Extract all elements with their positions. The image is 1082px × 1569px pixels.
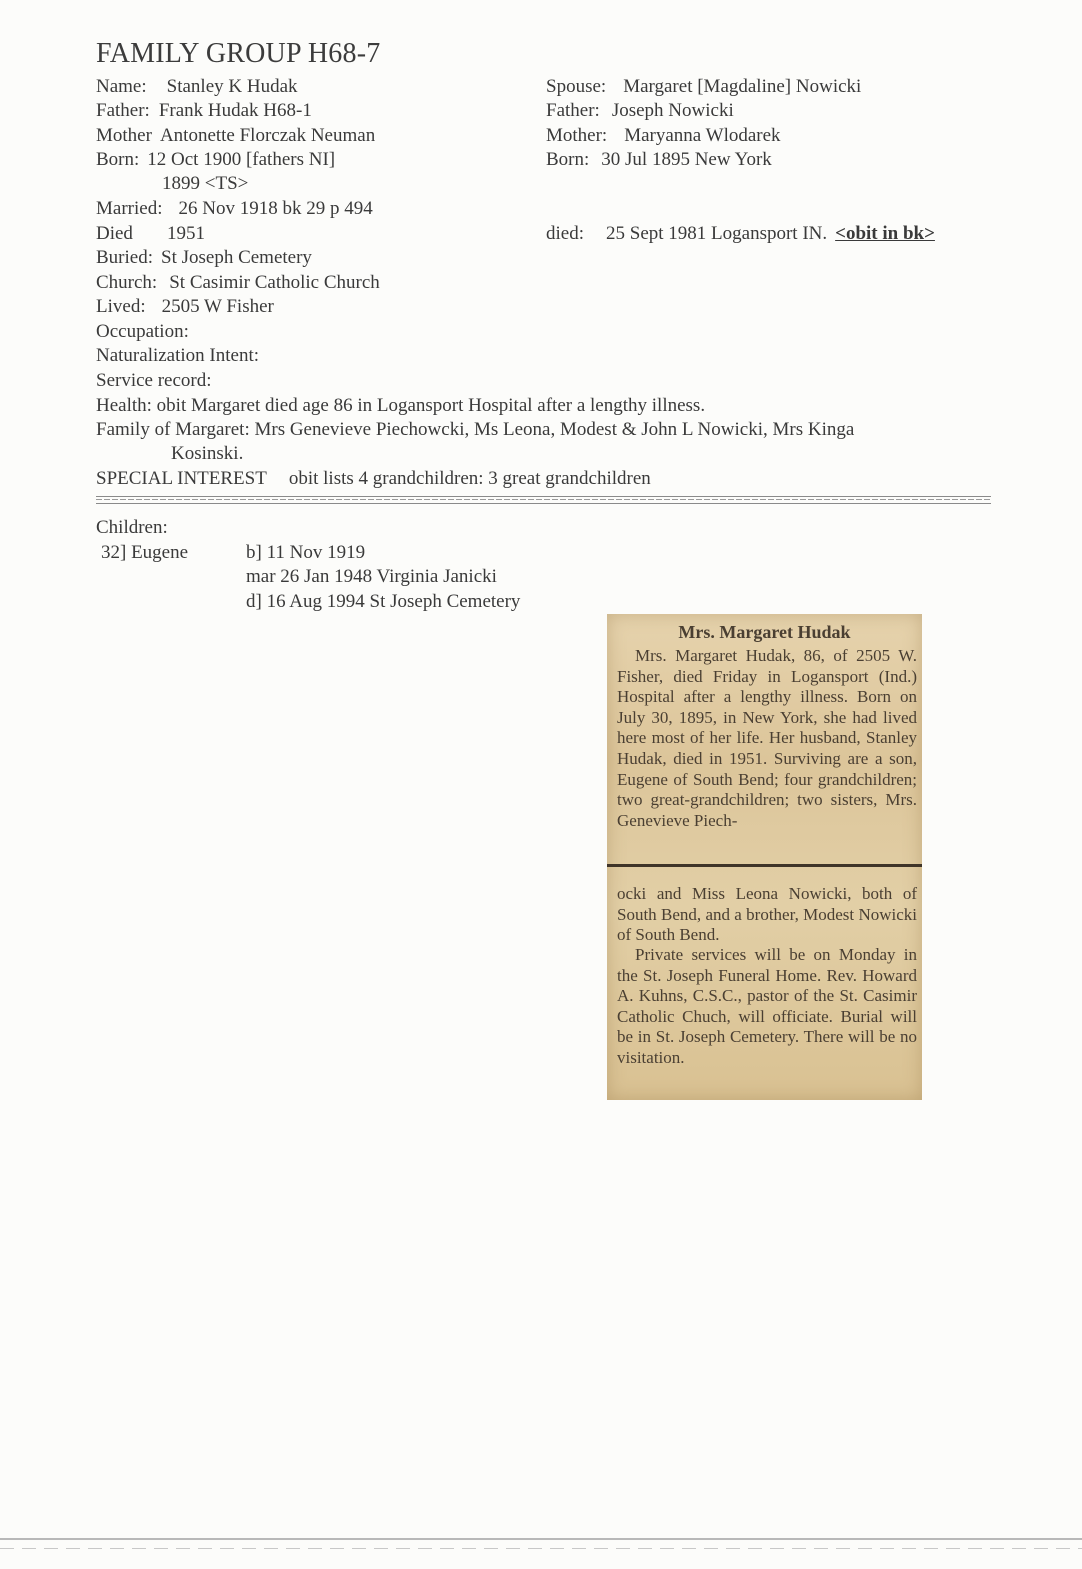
family-line-2: Kosinski. [171, 443, 244, 464]
child-died: d] 16 Aug 1994 St Joseph Cemetery [246, 591, 521, 612]
spouse-born-value: 30 Jul 1895 New York [601, 149, 772, 170]
spouse-mother-label: Mother: [546, 125, 608, 146]
spouse-born-label: Born: [546, 149, 590, 170]
clipping-headline: Mrs. Margaret Hudak [678, 622, 851, 642]
child-born: b] 11 Nov 1919 [246, 542, 366, 563]
lived-value: 2505 W Fisher [161, 296, 274, 317]
special-value: obit lists 4 grandchildren: 3 great grandchildren [288, 468, 651, 489]
children-label: Children: [96, 517, 168, 538]
name-value: Stanley K Hudak [166, 76, 298, 97]
page-bottom-edge-dashes [0, 1548, 1082, 1549]
died-label: Died [96, 223, 133, 244]
spouse-born-row [546, 149, 772, 171]
lived-label: Lived: [96, 296, 146, 317]
mother-row [96, 125, 375, 147]
health-line: Health: obit Margaret died age 86 in Logansport Hospital after a lengthy illness. [96, 395, 706, 416]
spouse-father-row [546, 100, 734, 122]
spouse-mother-row [546, 125, 781, 147]
died-row [96, 223, 205, 245]
spouse-father-value: Joseph Nowicki [611, 100, 734, 121]
clipping-paragraph-3: Private services will be on Monday in the St. Joseph Funeral Home. Rev. Howard A. Kuhns, C.S.C., pastor of the St. Casimir Catholic Chuch, will officiate. Burial will be in St. Joseph Cemetery. There will be no visitation. [617, 945, 917, 1067]
born-label: Born: [96, 149, 140, 170]
spouse-row [546, 76, 861, 98]
spouse-mother-value: Maryanna Wlodarek [624, 125, 781, 146]
church-label: Church: [96, 272, 158, 293]
obit-link[interactable]: <obit in bk> [835, 223, 935, 244]
obituary-clipping [607, 614, 922, 1100]
church-value: St Casimir Catholic Church [169, 272, 380, 293]
section-divider [96, 496, 991, 504]
spouse-value: Margaret [Magdaline] Nowicki [623, 76, 862, 97]
occupation-label: Occupation: [96, 321, 189, 342]
spouse-father-label: Father: [546, 100, 600, 121]
mother-value: Antonette Florczak Neuman [159, 125, 376, 146]
service-label: Service record: [96, 370, 212, 391]
mother-label: Mother [96, 125, 152, 146]
buried-row [96, 247, 312, 269]
naturalization-label: Naturalization Intent: [96, 345, 260, 366]
church-row [96, 272, 380, 294]
name-row [96, 76, 298, 98]
special-label: SPECIAL INTEREST [96, 468, 267, 489]
name-label: Name: [96, 76, 147, 97]
spouse-died-row [546, 223, 935, 245]
spouse-died-value: 25 Sept 1981 Logansport IN. [606, 223, 828, 244]
child-name: 32] Eugene [101, 542, 189, 563]
special-interest-row [96, 468, 651, 490]
page-title: FAMILY GROUP H68-7 [96, 38, 381, 69]
lived-row [96, 296, 274, 318]
born-value: 12 Oct 1900 [fathers NI] [147, 149, 336, 170]
clipping-column-divider [607, 864, 922, 867]
father-value: Frank Hudak H68-1 [158, 100, 312, 121]
buried-value: St Joseph Cemetery [161, 247, 312, 268]
clipping-paragraph-1: Mrs. Margaret Hudak, 86, of 2505 W. Fisher, died Friday in Logansport (Ind.) Hospital after a lengthy illness. Born on July 30, 1895, in New York, she had lived here most of her life. Her husband, Stanley Hudak, died in 1951. Surviving are a son, Eugene of South Bend; four grandchildren; two great-grandchildren; two sisters, Mrs. Genevieve Piech- [617, 646, 917, 830]
father-row [96, 100, 312, 122]
family-line-1: Family of Margaret: Mrs Genevieve Piechowcki, Ms Leona, Modest & John L Nowicki, Mrs Kinga [96, 419, 855, 440]
married-label: Married: [96, 198, 163, 219]
spouse-died-label: died: [546, 223, 584, 244]
spouse-label: Spouse: [546, 76, 607, 97]
child-married: mar 26 Jan 1948 Virginia Janicki [246, 566, 497, 587]
born-alt: 1899 <TS> [162, 173, 249, 194]
died-value: 1951 [166, 223, 205, 244]
married-row [96, 198, 373, 220]
born-row [96, 149, 335, 171]
clipping-paragraph-2: ocki and Miss Leona Nowicki, both of South Bend, and a brother, Modest Nowicki of South Bend. [617, 884, 917, 945]
buried-label: Buried: [96, 247, 153, 268]
page-bottom-edge [0, 1538, 1082, 1540]
father-label: Father: [96, 100, 150, 121]
married-value: 26 Nov 1918 bk 29 p 494 [178, 198, 373, 219]
